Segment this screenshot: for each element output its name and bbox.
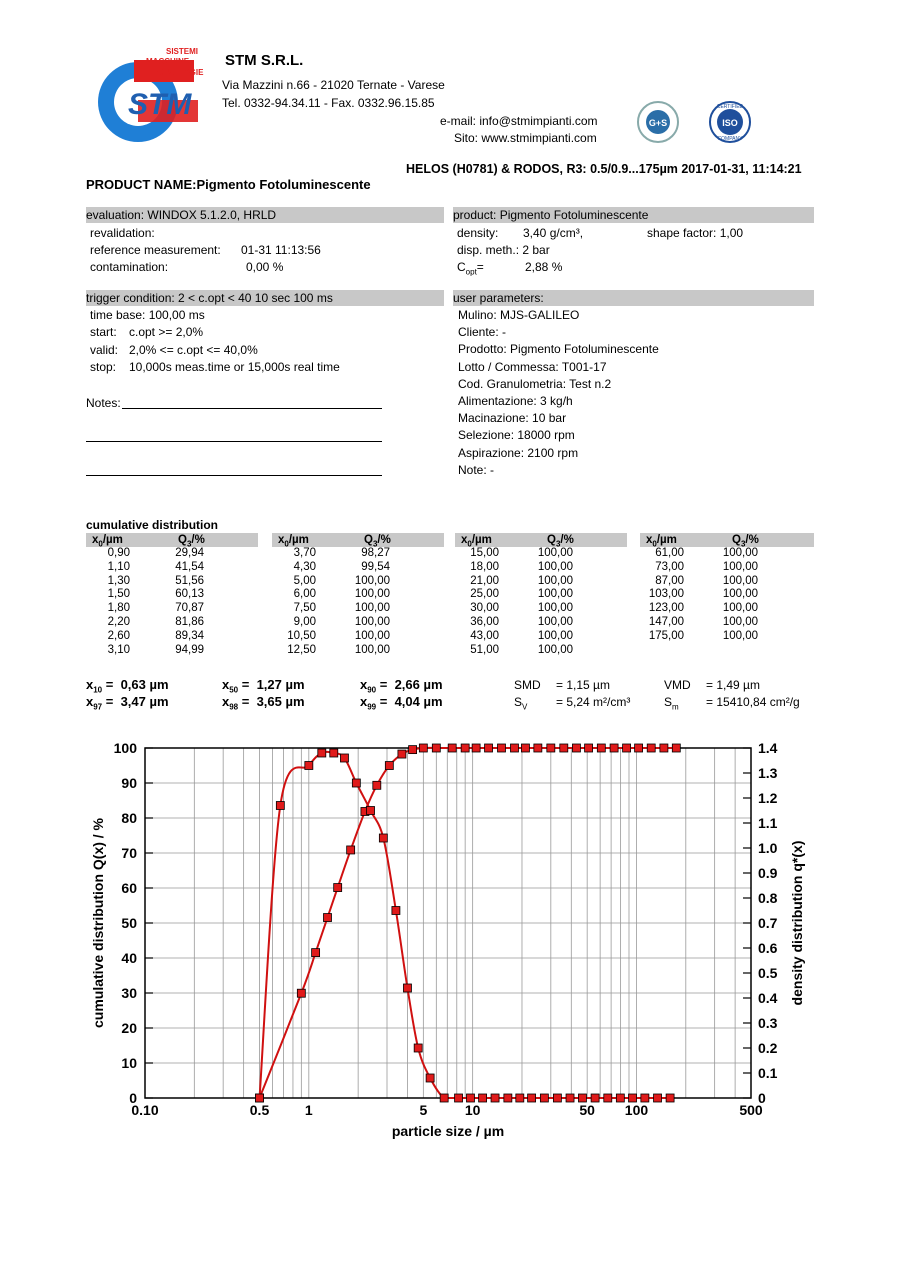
header-x: $x_0/\mu m$ (646, 534, 677, 549)
dispersion-method: disp. meth.: 2 bar (457, 243, 550, 257)
table-cell-cumulative: 100,00 (722, 629, 758, 642)
table-cell-size: 30,00 (470, 602, 499, 615)
cumulative-point (597, 744, 605, 752)
user-parameters-list (458, 307, 659, 479)
table-cell-cumulative: 100,00 (722, 560, 758, 573)
y-tick-label-right: 0.9 (758, 865, 778, 881)
table-cell-size: 1,80 (107, 602, 130, 615)
table-cell-size: 87,00 (655, 574, 684, 587)
cumulative-header (86, 533, 258, 547)
header-q: $Q_3/\%$ (364, 534, 391, 549)
x-axis-label: particle size / µm (391, 1123, 505, 1139)
cumulative-point (498, 744, 506, 752)
cumulative-point (572, 744, 580, 752)
table-cell-cumulative: 100,00 (722, 602, 758, 615)
x-tick-label: 0.5 (249, 1102, 270, 1118)
notes-line-1 (122, 408, 382, 409)
table-cell-cumulative: 100,00 (354, 643, 390, 656)
table-cell-cumulative: 29,94 (175, 547, 204, 559)
start-label: start: (90, 325, 117, 339)
table-cell-size: 4,30 (293, 560, 316, 573)
cumulative-point (521, 744, 529, 752)
reference-label: reference measurement: (90, 243, 221, 257)
table-cell-cumulative: 100,00 (354, 574, 390, 587)
table-cell-size: 3,70 (293, 547, 316, 559)
table-cell-cumulative: 100,00 (354, 616, 390, 628)
table-cell-cumulative: 100,00 (354, 588, 390, 601)
density-point (466, 1094, 474, 1102)
y-tick-label-right: 0.2 (758, 1040, 778, 1056)
density-label: density: (457, 226, 499, 240)
cumulative-header (455, 533, 627, 547)
x-tick-label: 500 (739, 1102, 763, 1118)
cumulative-point (323, 914, 331, 922)
y-tick-label-left: 100 (113, 740, 137, 756)
table-cell-size: 51,00 (470, 643, 499, 656)
table-cell-size: 1,30 (107, 574, 130, 587)
sm-value: = 15410,84 cm²/g (706, 695, 800, 709)
svg-text:CERTIFIED: CERTIFIED (716, 104, 744, 110)
table-cell-size: 21,00 (470, 574, 499, 587)
density-point (566, 1094, 574, 1102)
table-cell-size: 12,50 (287, 643, 316, 656)
density-point (352, 779, 360, 787)
table-cell-cumulative: 100,00 (537, 560, 573, 573)
y-tick-label-right: 0.4 (758, 990, 778, 1006)
cumulative-point (385, 762, 393, 770)
x98-result: $x_{98} = 3,65$ µm (222, 694, 305, 712)
x10-result: $x_{10} = 0,63$ µm (86, 677, 169, 695)
notes-line-2 (86, 441, 382, 442)
table-cell-cumulative: 100,00 (537, 629, 573, 642)
instrument-line: HELOS (H0781) & RODOS, R3: 0.5/0.9...175µm 2017-01-31, 11:14:21 (406, 162, 802, 176)
sm-label: $S_m$ (664, 695, 679, 712)
table-cell-cumulative: 41,54 (175, 560, 204, 573)
density-point (305, 762, 313, 770)
x-tick-label: 50 (579, 1102, 595, 1118)
density-point (318, 749, 326, 757)
product-name: PRODUCT NAME:Pigmento Fotoluminescente (86, 177, 371, 192)
y-tick-label-left: 30 (121, 985, 137, 1001)
y-tick-label-right: 1.1 (758, 815, 778, 831)
company-phone: Tel. 0332-94.34.11 - Fax. 0332.96.15.85 (222, 96, 435, 110)
user-param-line: Lotto / Commessa: T001-17 (458, 359, 607, 374)
density-point (504, 1094, 512, 1102)
company-email[interactable]: e-mail: info@stmimpianti.com (440, 114, 598, 128)
gs-certification-icon (636, 100, 680, 144)
header-q: $Q_3/\%$ (732, 534, 759, 549)
cumulative-point (297, 989, 305, 997)
density-point (641, 1094, 649, 1102)
density-point (276, 802, 284, 810)
vmd-label: VMD (664, 678, 691, 692)
y-tick-label-right: 1.2 (758, 790, 778, 806)
table-cell-size: 1,50 (107, 588, 130, 601)
table-cell-size: 5,00 (293, 574, 316, 587)
contamination-label: contamination: (90, 260, 169, 274)
y-tick-label-right: 0.7 (758, 915, 778, 931)
cumulative-point (373, 781, 381, 789)
user-param-line: Macinazione: 10 bar (458, 411, 567, 426)
x-tick-label: 1 (304, 1102, 313, 1118)
density-value: 3,40 g/cm³, (523, 226, 584, 240)
density-point (455, 1094, 463, 1102)
table-cell-size: 147,00 (648, 616, 684, 628)
user-param-line: Cliente: - (458, 325, 507, 340)
header-q: $Q_3/\%$ (178, 534, 205, 549)
density-point (330, 749, 338, 757)
user-param-line: Alimentazione: 3 kg/h (458, 394, 573, 409)
company-address: Via Mazzini n.66 - 21020 Ternate - Varese (222, 78, 445, 92)
cumulative-point (448, 744, 456, 752)
y-tick-label-right: 1.0 (758, 840, 778, 856)
table-cell-cumulative: 89,34 (175, 629, 204, 642)
trigger-title: trigger condition: 2 < c.opt < 40 10 sec 100 ms (86, 290, 444, 306)
y-tick-label-left: 40 (121, 950, 137, 966)
cumulative-point (672, 744, 680, 752)
density-point (553, 1094, 561, 1102)
y-tick-label-right: 1.4 (758, 740, 778, 756)
y-tick-label-left: 70 (121, 845, 137, 861)
table-cell-size: 7,50 (293, 602, 316, 615)
cumulative-point (472, 744, 480, 752)
table-cell-cumulative: 100,00 (537, 602, 573, 615)
smd-label: SMD (514, 678, 541, 692)
copt-label: $C_{opt}=$ (457, 260, 484, 277)
svg-text:SISTEMI: SISTEMI (166, 47, 199, 56)
company-name: STM S.R.L. (225, 52, 304, 69)
table-cell-cumulative: 100,00 (354, 629, 390, 642)
density-point (414, 1044, 422, 1052)
table-cell-cumulative: 99,54 (361, 560, 390, 573)
stop-label: stop: (90, 360, 117, 374)
particle-size-chart (0, 730, 900, 1150)
cumulative-point (660, 744, 668, 752)
header-x: $x_0/\mu m$ (278, 534, 309, 549)
table-cell-size: 61,00 (655, 547, 684, 559)
table-cell-cumulative: 100,00 (722, 616, 758, 628)
table-cell-size: 15,00 (470, 547, 499, 559)
table-cell-size: 2,20 (107, 616, 130, 628)
cumulative-title: cumulative distribution (86, 518, 219, 532)
start-value: c.opt >= 2,0% (129, 325, 204, 339)
cumulative-header (640, 533, 814, 547)
table-cell-size: 25,00 (470, 588, 499, 601)
density-point (578, 1094, 586, 1102)
contamination-value: 0,00 % (246, 260, 284, 274)
x90-result: $x_{90} = 2,66$ µm (360, 677, 443, 695)
cumulative-point (398, 750, 406, 758)
density-point (654, 1094, 662, 1102)
table-cell-size: 43,00 (470, 629, 499, 642)
y-tick-label-left: 90 (121, 775, 137, 791)
table-cell-cumulative: 100,00 (537, 547, 573, 559)
table-cell-cumulative: 98,27 (361, 547, 390, 559)
y-tick-label-left: 10 (121, 1055, 137, 1071)
cumulative-point (623, 744, 631, 752)
x-tick-label: 5 (419, 1102, 428, 1118)
table-cell-size: 0,90 (107, 547, 130, 559)
table-cell-cumulative: 51,56 (175, 574, 204, 587)
valid-value: 2,0% <= c.opt <= 40,0% (129, 343, 258, 357)
user-param-line: Mulino: MJS-GALILEO (458, 308, 580, 322)
y-tick-label-right: 0.5 (758, 965, 778, 981)
svg-text:E TECNOLOGIE: E TECNOLOGIE (143, 68, 204, 77)
density-point (516, 1094, 524, 1102)
x99-result: $x_{99} = 4,04$ µm (360, 694, 443, 712)
table-cell-size: 175,00 (648, 629, 684, 642)
cumulative-point (560, 744, 568, 752)
density-point (256, 1094, 264, 1102)
notes-line-3 (86, 475, 382, 476)
y-tick-label-right: 0 (758, 1090, 766, 1106)
table-cell-cumulative: 70,87 (175, 602, 204, 615)
copt-value: 2,88 % (525, 260, 563, 274)
density-point (340, 754, 348, 762)
density-point (367, 807, 375, 815)
density-point (629, 1094, 637, 1102)
cumulative-point (534, 744, 542, 752)
table-cell-size: 18,00 (470, 560, 499, 573)
cumulative-point (635, 744, 643, 752)
density-point (440, 1094, 448, 1102)
revalidation-label: revalidation: (90, 226, 155, 240)
y-tick-label-left: 0 (129, 1090, 137, 1106)
cumulative-point (419, 744, 427, 752)
table-cell-cumulative: 100,00 (722, 588, 758, 601)
cumulative-point (610, 744, 618, 752)
table-cell-cumulative: 100,00 (537, 643, 573, 656)
svg-text:STM: STM (128, 88, 192, 121)
density-point (379, 834, 387, 842)
cumulative-point (432, 744, 440, 752)
time-base: time base: 100,00 ms (90, 308, 205, 322)
svg-text:ISO: ISO (722, 118, 738, 128)
user-param-line: Prodotto: Pigmento Fotoluminescente (458, 342, 659, 357)
x97-result: $x_{97} = 3,47$ µm (86, 694, 169, 712)
user-parameters-title: user parameters: (453, 290, 814, 306)
table-cell-cumulative: 81,86 (175, 616, 204, 628)
notes-label: Notes: (86, 396, 121, 410)
cumulative-point (334, 884, 342, 892)
reference-value: 01-31 11:13:56 (241, 243, 321, 257)
x-tick-label: 10 (464, 1102, 481, 1118)
header-x: $x_0/\mu m$ (92, 534, 123, 549)
cumulative-point (647, 744, 655, 752)
density-point (392, 907, 400, 915)
table-cell-cumulative: 94,99 (175, 643, 204, 656)
cumulative-header (272, 533, 444, 547)
svg-text:COMPANY: COMPANY (717, 136, 743, 142)
company-website[interactable]: Sito: www.stmimpianti.com (454, 131, 597, 145)
table-cell-size: 6,00 (293, 588, 316, 601)
cumulative-point (547, 744, 555, 752)
sv-label: $S_V$ (514, 695, 528, 712)
table-cell-cumulative: 100,00 (722, 547, 758, 559)
density-point (616, 1094, 624, 1102)
smd-value: = 1,15 µm (556, 678, 610, 692)
svg-text:MACCHINE: MACCHINE (146, 57, 190, 66)
cumulative-point (461, 744, 469, 752)
cumulative-point (510, 744, 518, 752)
header-x: $x_0/\mu m$ (461, 534, 492, 549)
density-point (604, 1094, 612, 1102)
user-param-line: Cod. Granulometria: Test n.2 (458, 376, 612, 391)
density-point (591, 1094, 599, 1102)
cumulative-point (485, 744, 493, 752)
table-cell-cumulative: 100,00 (537, 616, 573, 628)
density-point (666, 1094, 674, 1102)
y-tick-label-right: 0.8 (758, 890, 778, 906)
iso-certified-icon (708, 100, 752, 144)
table-cell-size: 36,00 (470, 616, 499, 628)
table-cell-size: 9,00 (293, 616, 316, 628)
table-cell-size: 3,10 (107, 643, 130, 656)
valid-label: valid: (90, 343, 119, 357)
user-param-line: Aspirazione: 2100 rpm (458, 445, 579, 460)
shape-factor: shape factor: 1,00 (647, 226, 744, 240)
density-point (403, 984, 411, 992)
density-point (540, 1094, 548, 1102)
table-cell-size: 2,60 (107, 629, 130, 642)
y-axis-label-left: cumulative distribution Q(x) / % (90, 817, 106, 1029)
y-tick-label-right: 0.6 (758, 940, 778, 956)
y-tick-label-right: 1.3 (758, 765, 778, 781)
x-tick-label: 100 (624, 1102, 649, 1118)
table-cell-cumulative: 100,00 (537, 588, 573, 601)
x50-result: $x_{50} = 1,27$ µm (222, 677, 305, 695)
table-cell-cumulative: 100,00 (354, 602, 390, 615)
density-point (528, 1094, 536, 1102)
cumulative-point (409, 746, 417, 754)
table-cell-size: 103,00 (648, 588, 684, 601)
header-q: $Q_3/\%$ (547, 534, 574, 549)
y-tick-label-left: 20 (121, 1020, 137, 1036)
stop-value: 10,000s meas.time or 15,000s real time (129, 360, 340, 374)
vmd-value: = 1,49 µm (706, 678, 760, 692)
cumulative-point (347, 846, 355, 854)
table-cell-size: 1,10 (107, 560, 130, 573)
y-tick-label-left: 60 (121, 880, 137, 896)
table-cell-cumulative: 100,00 (537, 574, 573, 587)
y-tick-label-right: 0.3 (758, 1015, 778, 1031)
density-point (426, 1074, 434, 1082)
table-cell-size: 73,00 (655, 560, 684, 573)
table-cell-size: 123,00 (648, 602, 684, 615)
y-tick-label-left: 50 (121, 915, 137, 931)
y-axis-label-right: density distribution q*(x) (789, 840, 805, 1006)
sv-value: = 5,24 m²/cm³ (556, 695, 631, 709)
product-title: product: Pigmento Fotoluminescente (453, 207, 814, 223)
y-tick-label-left: 80 (121, 810, 137, 826)
table-cell-cumulative: 100,00 (722, 574, 758, 587)
stm-logo (88, 42, 218, 152)
density-point (479, 1094, 487, 1102)
cumulative-point (312, 949, 320, 957)
user-param-line: Selezione: 18000 rpm (458, 428, 575, 443)
x-tick-label: 0.10 (131, 1102, 159, 1118)
svg-text:G+S: G+S (648, 118, 668, 128)
cumulative-point (585, 744, 593, 752)
table-cell-size: 10,50 (287, 629, 316, 642)
table-cell-cumulative: 60,13 (175, 588, 204, 601)
density-point (491, 1094, 499, 1102)
evaluation-title: evaluation: WINDOX 5.1.2.0, HRLD (86, 207, 444, 223)
user-param-line: Note: - (458, 462, 495, 477)
y-tick-label-right: 0.1 (758, 1065, 778, 1081)
